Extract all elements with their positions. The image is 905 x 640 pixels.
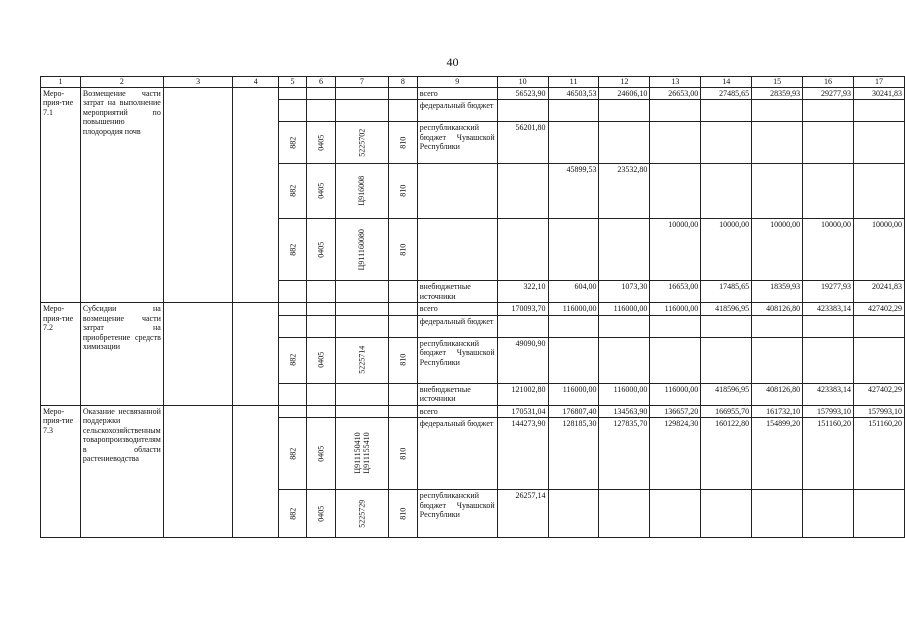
grbs-code: 882 [287,354,297,366]
header-cell: 10 [497,77,548,88]
funding-source: внебюджетные источники [417,383,497,405]
expense-type-code: 810 [398,354,408,366]
funding-source: республиканский бюджет Чувашской Республики [417,337,497,383]
value-cell: 128185,30 [548,418,599,490]
header-cell: 5 [279,77,307,88]
expense-type-code: 810 [398,243,408,256]
activity-description: Оказание несвязанной поддержки сельскохозяйственным товаропроизводителям в области растениеводства [80,405,163,538]
value-cell: 418596,95 [701,383,752,405]
value-cell: 116000,00 [650,303,701,316]
page-number: 40 [446,55,459,69]
value-cell: 157993,10 [803,405,854,418]
value-cell: 26653,00 [650,87,701,100]
target-code: Ц911160080 [357,228,367,271]
header-cell: 11 [548,77,599,88]
section-code: 0405 [316,134,326,151]
value-cell: 136657,20 [650,405,701,418]
funding-source: федеральный бюджет [417,100,497,122]
value-cell: 46503,53 [548,87,599,100]
header-cell: 4 [233,77,279,88]
value-cell: 170093,70 [497,303,548,316]
expense-type-code: 810 [398,136,408,149]
value-cell: 121002,80 [497,383,548,405]
value-cell: 144273,90 [497,418,548,490]
header-cell: 16 [803,77,854,88]
header-cell: 15 [752,77,803,88]
value-cell: 408126,80 [752,383,803,405]
value-cell: 418596,95 [701,303,752,316]
value-cell: 116000,00 [599,303,650,316]
value-cell: 23532,80 [599,164,650,219]
header-cell: 17 [853,77,904,88]
value-cell: 10000,00 [650,219,701,281]
value-cell: 154899,20 [752,418,803,490]
value-cell: 604,00 [548,281,599,303]
target-code: 5225702 [357,128,367,157]
section-code: 0405 [316,352,326,368]
header-cell: 2 [80,77,163,88]
value-cell: 427402,29 [853,303,904,316]
target-code: 5225729 [357,499,367,528]
expense-type-code: 810 [398,507,408,520]
value-cell: 56201,80 [497,122,548,164]
value-cell: 116000,00 [599,383,650,405]
value-cell: 28359,93 [752,87,803,100]
value-cell: 129824,30 [650,418,701,490]
header-row [41,77,905,88]
section-code: 0405 [316,445,326,462]
value-cell: 176807,40 [548,405,599,418]
value-cell: 423383,14 [803,303,854,316]
value-cell: 10000,00 [853,219,904,281]
header-cell: 14 [701,77,752,88]
table-row [41,303,905,316]
grbs-code: 882 [287,185,297,197]
activity-description: Субсидии на возмещение части затрат на приобретение средств химизации [80,303,163,406]
header-cell: 7 [335,77,388,88]
value-cell: 56523,90 [497,87,548,100]
funding-source: федеральный бюджет [417,418,497,490]
value-cell: 18359,93 [752,281,803,303]
header-cell: 3 [163,77,233,88]
value-cell: 29277,93 [803,87,854,100]
value-cell: 49090,90 [497,337,548,383]
section-code: 0405 [316,183,326,199]
value-cell: 116000,00 [650,383,701,405]
grbs-code: 882 [287,243,297,256]
value-cell: 17485,65 [701,281,752,303]
value-cell: 408126,80 [752,303,803,316]
target-code: Ц916008 [357,176,367,206]
grbs-code: 882 [287,507,297,520]
budget-table [40,76,905,538]
value-cell: 19277,93 [803,281,854,303]
section-code: 0405 [316,241,326,258]
table-row [41,87,905,100]
value-cell: 157993,10 [853,405,904,418]
value-cell: 151160,20 [803,418,854,490]
activity-label: Меро-прия-тие 7.1 [41,87,81,303]
funding-source: республиканский бюджет Чувашской Республики [417,490,497,538]
header-cell: 6 [306,77,335,88]
value-cell: 116000,00 [548,383,599,405]
activity-label: Меро-прия-тие 7.3 [41,405,81,538]
grbs-code: 882 [287,447,297,460]
value-cell: 1073,30 [599,281,650,303]
funding-source: федеральный бюджет [417,315,497,337]
target-code: 5225714 [357,346,367,374]
value-cell: 134563,90 [599,405,650,418]
value-cell: 10000,00 [752,219,803,281]
header-cell: 13 [650,77,701,88]
value-cell: 20241,83 [853,281,904,303]
value-cell: 151160,20 [853,418,904,490]
value-cell: 423383,14 [803,383,854,405]
value-cell: 26257,14 [497,490,548,538]
expense-type-code: 810 [398,447,408,460]
value-cell: 30241,83 [853,87,904,100]
funding-source: всего [417,405,497,418]
value-cell: 427402,29 [853,383,904,405]
funding-source: всего [417,303,497,316]
value-cell: 10000,00 [803,219,854,281]
expense-type-code: 810 [398,185,408,197]
value-cell: 166955,70 [701,405,752,418]
header-cell: 1 [41,77,81,88]
table-row [41,405,905,418]
funding-source: внебюджетные источники [417,281,497,303]
value-cell: 161732,10 [752,405,803,418]
value-cell: 116000,00 [548,303,599,316]
value-cell: 24606,10 [599,87,650,100]
activity-label: Меро-прия-тие 7.2 [41,303,81,406]
activity-description: Возмещение части затрат на выполнение мероприятий по повышению плодородия почв [80,87,163,303]
value-cell: 10000,00 [701,219,752,281]
funding-source: всего [417,87,497,100]
grbs-code: 882 [287,136,297,149]
header-cell: 12 [599,77,650,88]
value-cell: 127835,70 [599,418,650,490]
header-cell: 8 [388,77,417,88]
funding-source: республиканский бюджет Чувашской Республики [417,122,497,164]
header-cell: 9 [417,77,497,88]
section-code: 0405 [316,505,326,522]
value-cell: 170531,04 [497,405,548,418]
value-cell: 322,10 [497,281,548,303]
value-cell: 45899,53 [548,164,599,219]
value-cell: 16653,00 [650,281,701,303]
value-cell: 27485,65 [701,87,752,100]
target-code: Ц911150410 Ц911155410 [352,432,371,474]
value-cell: 160122,80 [701,418,752,490]
